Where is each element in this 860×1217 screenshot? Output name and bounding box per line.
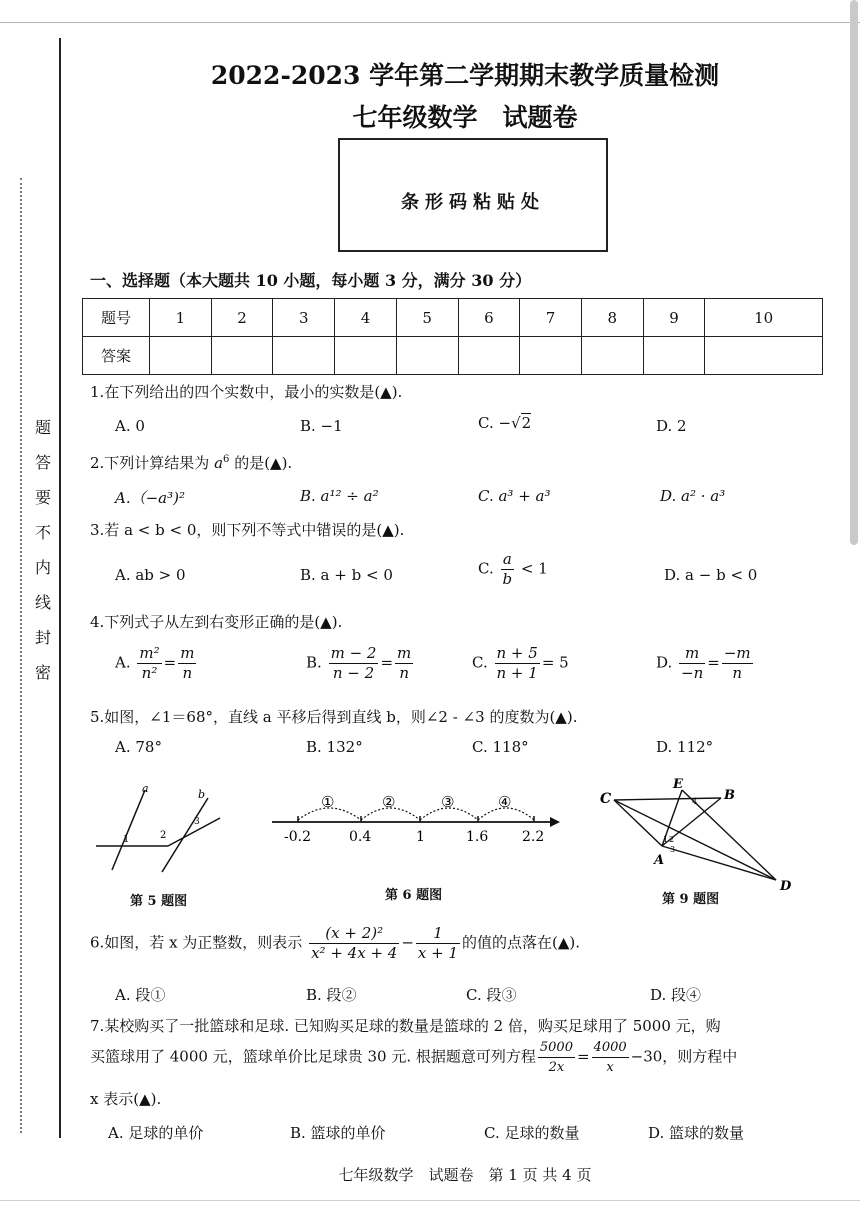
q4-option-a: A. $\frac{\text{m²}}{\text{n²}}$ = $\frac{m}{n}$	[115, 644, 195, 682]
fig6-tick: 1.6	[466, 829, 489, 845]
fig6-tick: 1	[416, 829, 425, 845]
fig9-caption: 第 9 题图	[662, 892, 720, 907]
q3-option-d: D. a − b < 0	[664, 566, 758, 584]
answer-cell[interactable]	[273, 337, 335, 375]
fig6-caption: 第 6 题图	[385, 888, 443, 903]
barcode-box	[338, 138, 608, 252]
q2-option-a: A.（−a³)²	[115, 489, 185, 507]
q5-option-a: A. 78°	[115, 738, 162, 756]
question-5-stem: 5.如图，∠1＝68°，直线 a 平移后得到直线 b，则∠2 - ∠3 的度数为(▲).	[90, 708, 578, 726]
fig5-angle-1: 1	[123, 834, 130, 845]
q7-option-c: C. 足球的数量	[484, 1124, 580, 1142]
q6-option-c: C. 段③	[466, 986, 517, 1004]
question-1-stem: 1.在下列给出的四个实数中，最小的实数是(▲).	[90, 383, 403, 401]
answer-cell[interactable]	[643, 337, 705, 375]
fig5-label-a: a	[142, 782, 149, 795]
q7-option-b: B. 篮球的单价	[290, 1124, 386, 1142]
section-title: 一、选择题（本大题共 10 小题，每小题 3 分，满分 30 分）	[90, 271, 532, 290]
fig9-angle-2: 2	[669, 835, 675, 844]
question-7-line-1: 7.某校购买了一批篮球和足球. 已知购买足球的数量是篮球的 2 倍，购买足球用了 5000 元，购	[90, 1017, 721, 1035]
fig5-caption: 第 5 题图	[130, 894, 188, 909]
fig6-segment-3: ③	[441, 793, 455, 811]
binding-dotted-line	[20, 178, 22, 1133]
fig9-point-a: A	[654, 853, 665, 868]
q3-option-a: A. ab > 0	[115, 566, 186, 584]
answer-table	[82, 298, 823, 375]
figure-5	[90, 780, 230, 880]
q2-option-c: C. a³ + a³	[478, 487, 551, 505]
fig9-point-b: B	[724, 788, 735, 803]
fig5-angle-3: 3	[194, 817, 200, 827]
fig9-point-c: C	[600, 791, 612, 807]
barcode-label: 条形码粘贴处	[401, 192, 545, 213]
fig5-angle-2: 2	[160, 830, 167, 841]
sqrt-icon: √	[511, 414, 521, 432]
answer-cell[interactable]	[335, 337, 397, 375]
question-number: 1	[150, 299, 212, 337]
answer-cell[interactable]	[150, 337, 212, 375]
answer-cell[interactable]	[581, 337, 643, 375]
exam-subtitle: 七年级数学 试题卷	[352, 103, 578, 132]
margin-rule	[59, 38, 61, 1138]
answer-cell[interactable]	[458, 337, 520, 375]
question-number: 4	[335, 299, 397, 337]
q4-option-b: B. $\frac{m - 2}{n - 2}$ = $\frac{m}{n}$	[306, 644, 412, 682]
answer-cell[interactable]	[396, 337, 458, 375]
fig5-label-b: b	[198, 788, 206, 801]
question-6-stem: 6.如图，若 x 为正整数，则表示 $\frac{\text{(x + 2)²}}{\text{x² + 4x + 4}}$ − $\frac{1}{x + 1}$ 的值的点落在(▲).	[90, 924, 581, 962]
question-2-stem: 2.下列计算结果为 $a^6$ 的是(▲).	[90, 454, 293, 472]
fig9-point-e: E	[673, 777, 683, 792]
q1-option-a: A. 0	[115, 417, 145, 435]
question-number: 5	[396, 299, 458, 337]
question-3-stem: 3.若 a < b < 0，则下列不等式中错误的是(▲).	[90, 521, 405, 539]
fig6-tick: 2.2	[522, 829, 545, 845]
table-answer-label: 答案	[83, 337, 150, 375]
question-number: 8	[581, 299, 643, 337]
question-number: 10	[705, 299, 823, 337]
question-number: 9	[643, 299, 705, 337]
answer-cell[interactable]	[705, 337, 823, 375]
question-number: 7	[520, 299, 582, 337]
q6-option-a: A. 段①	[115, 986, 166, 1004]
fig6-tick: -0.2	[284, 829, 311, 845]
q5-option-b: B. 132°	[306, 738, 363, 756]
fig9-angle-4: 4	[692, 797, 698, 806]
question-7-line-3: x 表示(▲).	[90, 1090, 162, 1108]
fig9-angle-3: 3	[670, 845, 676, 854]
fig9-point-d: D	[780, 879, 792, 892]
q6-option-d: D. 段④	[650, 986, 702, 1004]
question-number: 6	[458, 299, 520, 337]
q1-option-c: C. −√2	[478, 414, 532, 432]
page-footer: 七年级数学 试题卷 第 1 页 共 4 页	[338, 1166, 592, 1184]
question-number: 2	[211, 299, 273, 337]
q3-option-b: B. a + b < 0	[300, 566, 393, 584]
q5-option-d: D. 112°	[656, 738, 714, 756]
q7-option-d: D. 篮球的数量	[648, 1124, 745, 1142]
answer-cell[interactable]	[211, 337, 273, 375]
q1-option-d: D. 2	[656, 417, 687, 435]
table-row	[83, 337, 823, 375]
fig6-segment-4: ④	[498, 793, 512, 811]
figure-6	[268, 788, 568, 848]
table-header-label: 题号	[83, 299, 150, 337]
q2-option-b: B. a¹² ÷ a²	[300, 487, 379, 505]
q6-option-b: B. 段②	[306, 986, 357, 1004]
arrow-icon	[550, 817, 560, 827]
answer-cell[interactable]	[520, 337, 582, 375]
question-number: 3	[273, 299, 335, 337]
q3-option-c: C. $\frac{a}{b}$ < 1	[478, 550, 548, 588]
fig6-segment-1: ①	[321, 793, 335, 811]
q7-option-a: A. 足球的单价	[108, 1124, 204, 1142]
q1-option-b: B. −1	[300, 417, 343, 435]
question-7-line-2: 买篮球用了 4000 元，篮球单价比足球贵 30 元. 根据题意可列方程 $\frac{5000}{2x}$ = $\frac{4000}{x}$ −30，则方程中	[90, 1040, 738, 1075]
figure-9	[596, 772, 800, 892]
q4-option-c: C. $\frac{n + 5}{n + 1}$ = 5	[472, 644, 569, 682]
fig9-angle-1: 1	[663, 835, 669, 844]
q4-option-d: D. $\frac{m}{-n}$ = $\frac{-m}{n}$	[656, 644, 751, 682]
question-4-stem: 4.下列式子从左到右变形正确的是(▲).	[90, 613, 343, 631]
fig6-tick: 0.4	[349, 829, 372, 845]
q2-option-d: D. a² · a³	[660, 487, 726, 505]
seal-warning: 题 答 要 不 内 线 封 密	[34, 418, 51, 682]
top-border	[0, 22, 860, 23]
exam-title: 2022-2023 学年第二学期期末教学质量检测	[210, 61, 720, 90]
table-row	[83, 299, 823, 337]
bottom-border	[0, 1200, 860, 1201]
fig6-segment-2: ②	[382, 793, 396, 811]
q5-option-c: C. 118°	[472, 738, 529, 756]
